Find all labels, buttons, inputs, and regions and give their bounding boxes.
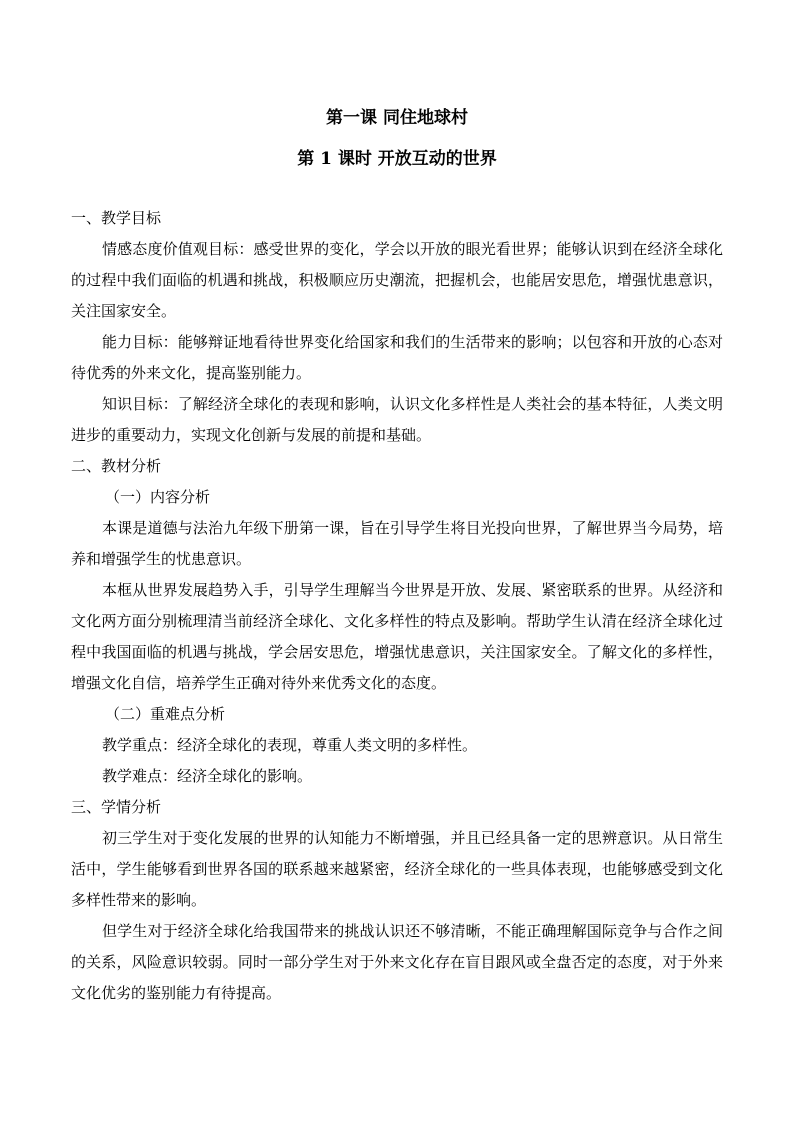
subsection-heading-content-analysis: （一）内容分析 (105, 488, 211, 506)
section-heading-material-analysis: 二、教材分析 (71, 457, 162, 475)
lesson-title: 第一课 同住地球村 (326, 108, 468, 128)
paragraph-content-analysis-2: 本框从世界发展趋势入手，引导学生理解当今世界是开放、发展、紧密联系的世界。从经济和文化两方面分别梳理清当前经济全球化、文化多样性的特点及影响。帮助学生认清在经济全球化过程中我国面临的机遇与挑战，学会居安思危，增强忧患意识，关注国家安全。了解文化的多样性，增强文化自信，培养学生正确对待外来优秀文化的态度。 (71, 581, 723, 692)
document-body (71, 203, 723, 1009)
paragraph-content-analysis-1: 本课是道德与法治九年级下册第一课，旨在引导学生将目光投向世界，了解世界当今局势，培养和增强学生的忧患意识。 (71, 519, 723, 568)
paragraph-ability-goal: 能力目标：能够辩证地看待世界变化给国家和我们的生活带来的影响；以包容和开放的心态对待优秀的外来文化，提高鉴别能力。 (71, 333, 723, 382)
subsection-heading-key-difficult-points: （二）重难点分析 (105, 705, 226, 723)
paragraph-student-analysis-2: 但学生对于经济全球化给我国带来的挑战认识还不够清晰，不能正确理解国际竞争与合作之间的关系，风险意识较弱。同时一部分学生对于外来文化存在盲目跟风或全盘否定的态度，对于外来文化优劣的鉴别能力有待提高。 (71, 922, 723, 1002)
section-heading-teaching-goals: 一、教学目标 (71, 209, 162, 227)
paragraph-difficult-point: 教学难点：经济全球化的影响。 (102, 767, 313, 785)
paragraph-student-analysis-1: 初三学生对于变化发展的世界的认知能力不断增强，并且已经具备一定的思辨意识。从日常生活中，学生能够看到世界各国的联系越来越紧密，经济全球化的一些具体表现，也能够感受到文化多样性带来的影响。 (71, 829, 723, 909)
lesson-subtitle: 第 1 课时 开放互动的世界 (297, 149, 497, 169)
section-heading-student-analysis: 三、学情分析 (71, 798, 162, 816)
paragraph-knowledge-goal: 知识目标：了解经济全球化的表现和影响，认识文化多样性是人类社会的基本特征，人类文明进步的重要动力，实现文化创新与发展的前提和基础。 (71, 395, 723, 444)
paragraph-key-point: 教学重点：经济全球化的表现，尊重人类文明的多样性。 (102, 736, 478, 754)
paragraph-emotion-goal: 情感态度价值观目标：感受世界的变化，学会以开放的眼光看世界；能够认识到在经济全球化的过程中我们面临的机遇和挑战，积极顺应历史潮流，把握机会，也能居安思危，增强忧患意识，关注国家安全。 (71, 240, 723, 320)
